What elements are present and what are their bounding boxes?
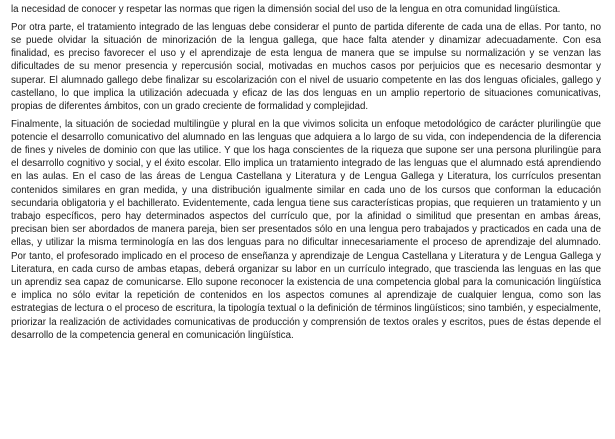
paragraph-intro-continuation: la necesidad de conocer y respetar las normas que rigen la dimensión social del uso de la lengua en otra comunidad lingüística. xyxy=(11,4,561,15)
paragraph-galician-language: Por otra parte, el tratamiento integrado de las lenguas debe considerar el punto de partida diferente de cada una de ellas. Por tanto, no se puede olvidar la situación de minorización de la lengua gallega, que hace falta atender y dinamizar adecuadamente. Con esa finalidad, es preciso favorecer el uso y el aprendizaje de esta lengua de manera que se impulse su normalización y se venzan las dificultades de su menor presencia y repercusión social, motivadas en muchos casos por perjuicios que es necesario desmontar y superar. El alumnado gallego debe finalizar su escolarización con el nivel de usuario competente en las dos lenguas oficiales, gallego y castellano, lo que implica la utilización adecuada y eficaz de las dos lenguas en un amplio repertorio de situaciones comunicativas, propias de diferentes ámbitos, con un grado creciente de formalidad y complejidad. xyxy=(11,21,601,112)
document-body xyxy=(11,3,601,347)
paragraph-plurilingual-approach: Finalmente, la situación de sociedad multilingüe y plural en la que vivimos solicita un enfoque metodológico de carácter plurilingüe que potencie el desarrollo comunicativo del alumnado en las lenguas que adquiera a lo largo de su vida, con independencia de la diferencia de fines y niveles de dominio con que las utilice. Y que los haga conscientes de la riqueza que supone ser una persona plurilingüe para el desarrollo cognitivo y social, y el éxito escolar. Ello implica un tratamiento integrado de las lenguas que el alumnado está aprendiendo en las aulas. En el caso de las áreas de Lengua Castellana y Literatura y de Lengua Gallega y Literatura, los currículos presentan contenidos similares en gran medida, y una distribución igualmente similar en cada uno de los cursos que conforman la educación secundaria obligatoria y el bachillerato. Evidentemente, cada lengua tiene sus características propias, que requieren un tratamiento y un trabajo específicos, pero hay determinados aspectos del currículo que, por la afinidad o similitud que presentan en ambas áreas, precisan bien ser abordados de manera pareja, bien ser presentados sólo en una lengua pero trabajados y practicados en cada una de ellas, y utilizar la misma terminología en las dos lenguas para no dificultar innecesariamente el proceso de aprendizaje del alumnado. Por tanto, el profesorado implicado en el proceso de enseñanza y aprendizaje de Lengua Castellana y Literatura y de Lengua Gallega y Literatura, en cada curso de ambas etapas, deberá organizar su labor en un currículo integrado, que trascienda las lenguas en las que un aprendiz sea capaz de comunicarse. Ello supone reconocer la existencia de una competencia global para la comunicación lingüística e implica no sólo evitar la repetición de contenidos en los aspectos comunes al aprendizaje de cualquier lengua, como son las estrategias de lectura o el proceso de escritura, la tipología textual o la definición de términos lingüísticos; sino también, y especialmente, priorizar la realización de actividades comunicativas de producción y comprensión de textos orales y escritos, pues de éstas depende el desarrollo de la competencia general en comunicación lingüística. xyxy=(11,118,601,341)
